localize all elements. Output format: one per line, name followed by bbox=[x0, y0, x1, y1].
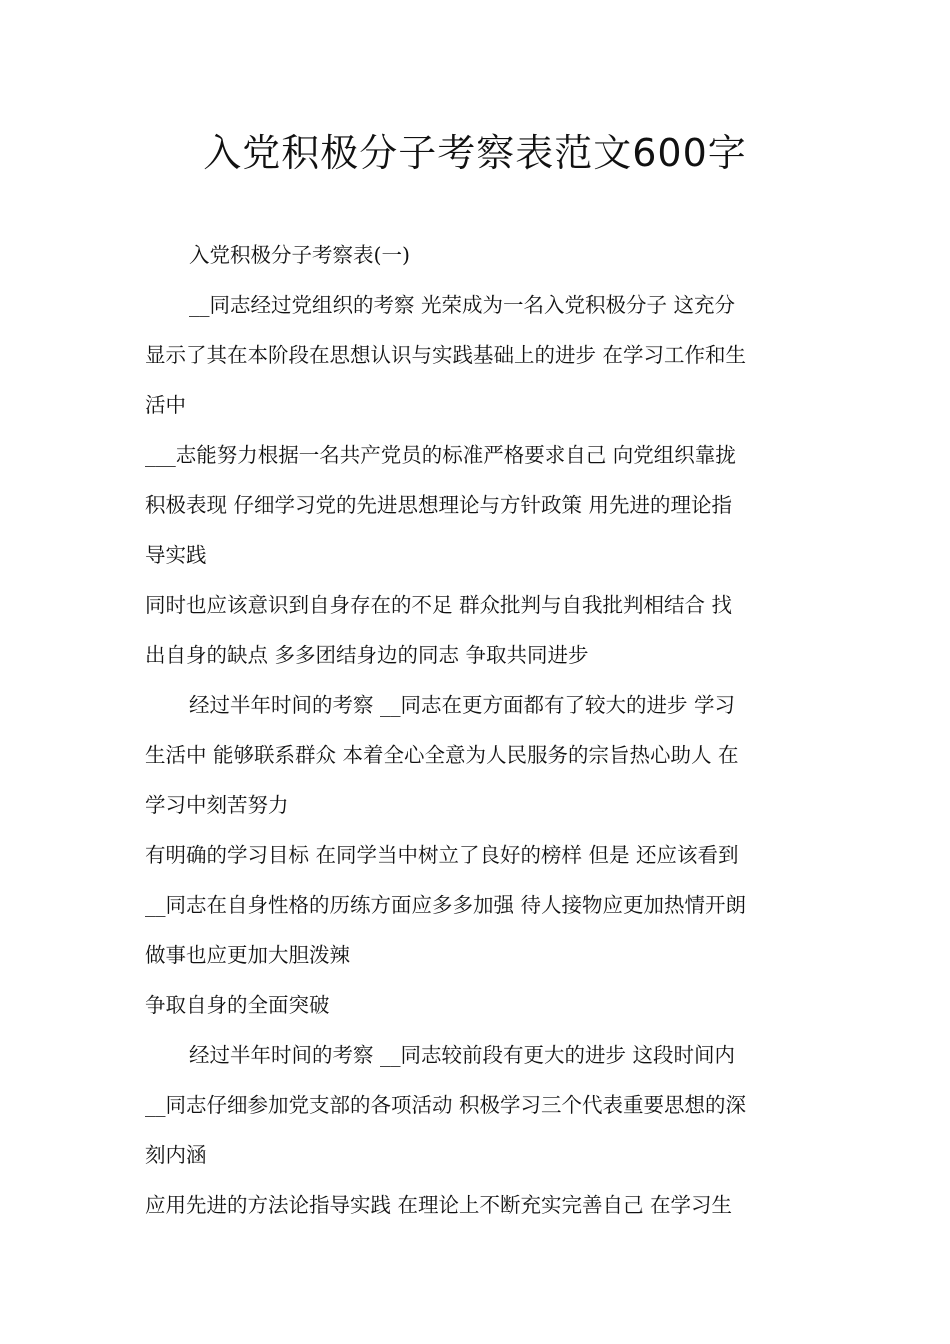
paragraph-line: 积极表现 仔细学习党的先进思想理论与方针政策 用先进的理论指 bbox=[145, 493, 733, 517]
paragraph-line: ___志能努力根据一名共产党员的标准严格要求自己 向党组织靠拢 bbox=[145, 443, 736, 467]
document-body bbox=[145, 230, 815, 1230]
paragraph-line: 出自身的缺点 多多团结身边的同志 争取共同进步 bbox=[145, 643, 589, 667]
paragraph-line: 学习中刻苦努力 bbox=[145, 793, 289, 817]
paragraph-line: 导实践 bbox=[145, 543, 207, 567]
section-heading: 入党积极分子考察表(一) bbox=[189, 243, 410, 267]
paragraph-line: 显示了其在本阶段在思想认识与实践基础上的进步 在学习工作和生 bbox=[145, 343, 747, 367]
paragraph-line: 有明确的学习目标 在同学当中树立了良好的榜样 但是 还应该看到 bbox=[145, 843, 739, 867]
paragraph-line: 应用先进的方法论指导实践 在理论上不断充实完善自己 在学习生 bbox=[145, 1193, 733, 1217]
paragraph-line: 经过半年时间的考察 __同志在更方面都有了较大的进步 学习 bbox=[189, 693, 736, 717]
paragraph-line: __同志经过党组织的考察 光荣成为一名入党积极分子 这充分 bbox=[189, 293, 736, 317]
paragraph-line: 刻内涵 bbox=[145, 1143, 207, 1167]
paragraph-line: __同志仔细参加党支部的各项活动 积极学习三个代表重要思想的深 bbox=[145, 1093, 747, 1117]
paragraph-line: __同志在自身性格的历练方面应多多加强 待人接物应更加热情开朗 bbox=[145, 893, 747, 917]
document-title: 入党积极分子考察表范文600字 bbox=[203, 131, 747, 175]
paragraph-line: 做事也应更加大胆泼辣 bbox=[145, 943, 350, 967]
paragraph-line: 活中 bbox=[145, 393, 186, 417]
paragraph-line: 同时也应该意识到自身存在的不足 群众批判与自我批判相结合 找 bbox=[145, 593, 733, 617]
paragraph-line: 经过半年时间的考察 __同志较前段有更大的进步 这段时间内 bbox=[189, 1043, 736, 1067]
paragraph-line: 生活中 能够联系群众 本着全心全意为人民服务的宗旨热心助人 在 bbox=[145, 743, 739, 767]
paragraph-line: 争取自身的全面突破 bbox=[145, 993, 330, 1017]
